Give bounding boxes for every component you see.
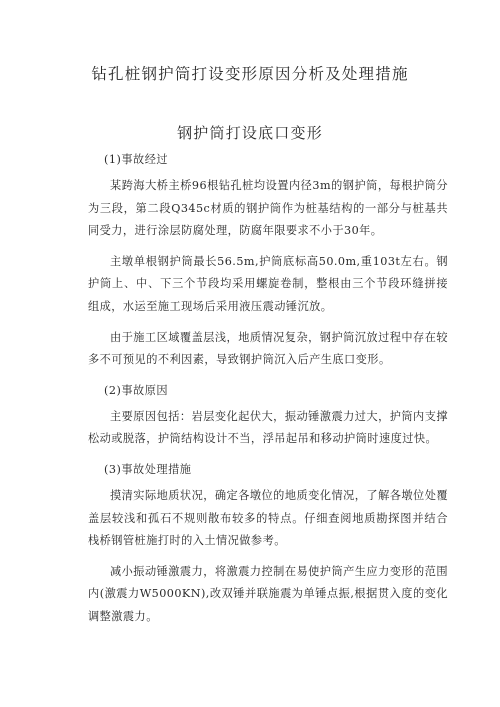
paragraph: 主墩单根钢护筒最长56.5m,护筒底标高50.0m,重103t左右。钢护筒上、中、下三个节段均采用螺旋卷制，整根由三个节段环缝拼接组成，水运至施工现场后采用液压震动锤沉放。 bbox=[88, 254, 448, 313]
document-title: 钻孔桩钢护筒打设变形原因分析及处理措施 bbox=[91, 65, 409, 83]
paragraph: 减小振动锤激震力，将激震力控制在易使护筒产生应力变形的范围内(激震力W5000KN),改双锤并联施震为单锤点振,根据贯入度的变化调整激震力。 bbox=[88, 564, 448, 623]
document-body bbox=[88, 145, 448, 637]
subsection-heading: (3)事故处理措施 bbox=[104, 462, 192, 476]
paragraph: 摸清实际地质状况，确定各墩位的地质变化情况，了解各墩位处覆盖层较浅和孤石不规则散布较多的特点。仔细查阅地质勘探图并结合栈桥钢管桩施打时的入土情况做参考。 bbox=[88, 488, 448, 548]
subsection-heading: (2)事故原因 bbox=[104, 383, 169, 397]
paragraph: 某跨海大桥主桥96根钻孔桩均设置内径3m的钢护筒，每根护筒分为三段，第二段Q345c材质的钢护筒作为桩基结构的一部分与桩基共同受力，进行涂层防腐处理，防腐年限要求不小于30年。 bbox=[88, 179, 448, 238]
paragraph: 由于施工区域覆盖层浅，地质情况复杂，钢护筒沉放过程中存在较多不可预见的不利因素，导致钢护筒沉入后产生底口变形。 bbox=[88, 330, 448, 367]
paragraph: 主要原因包括：岩层变化起伏大，振动锤激震力过大，护筒内支撑松动或脱落，护筒结构设计不当，浮吊起吊和移动护筒时速度过快。 bbox=[88, 409, 448, 446]
section-title: 钢护筒打设底口变形 bbox=[177, 124, 323, 142]
subsection-heading: (1)事故经过 bbox=[104, 153, 169, 166]
